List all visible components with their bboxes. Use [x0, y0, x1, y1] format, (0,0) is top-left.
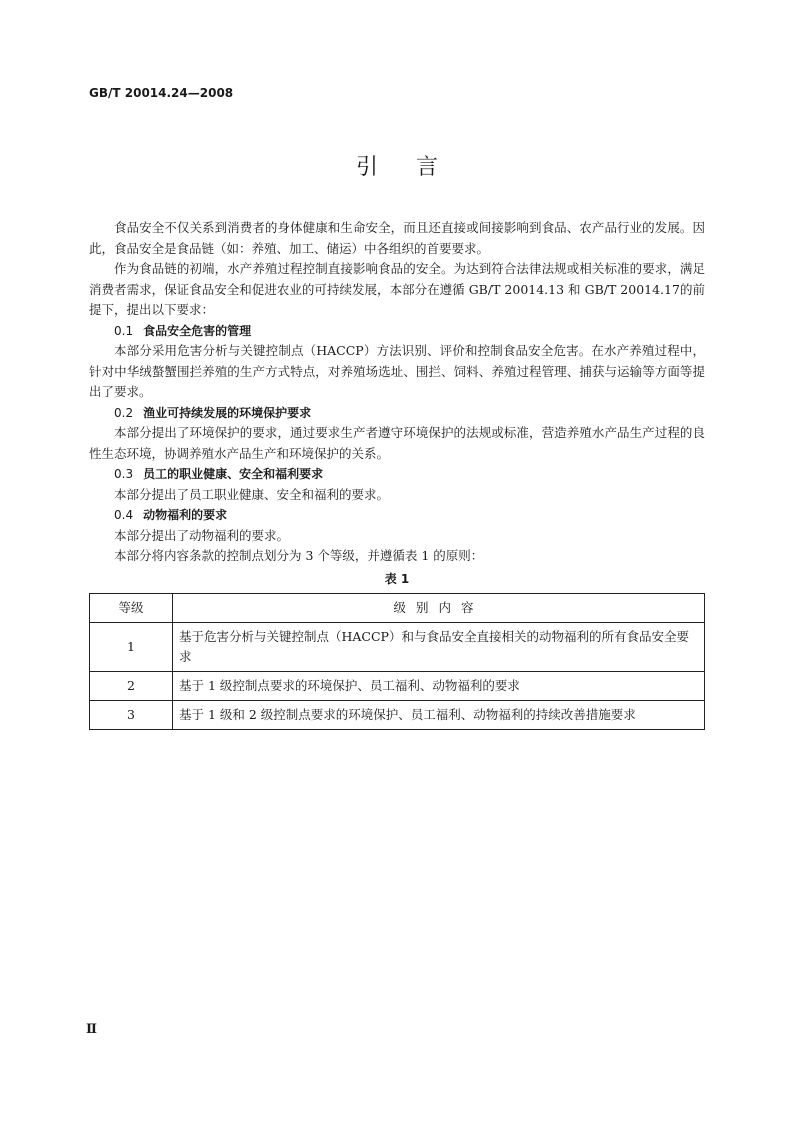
cell-level: 1	[90, 623, 173, 672]
section-heading-0-4	[89, 505, 705, 526]
section-title: 动物福利的要求	[143, 508, 228, 522]
section-title: 员工的职业健康、安全和福利要求	[143, 467, 324, 481]
paragraph-environment: 本部分提出了环境保护的要求，通过要求生产者遵守环境保护的法规或标准，营造养殖水产品生产过程的良性生态环境，协调养殖水产品生产和环境保护的关系。	[89, 425, 705, 461]
paragraph-food-safety-intro: 食品安全不仅关系到消费者的身体健康和生命安全，而且还直接或间接影响到食品、农产品行业的发展。因此，食品安全是食品链（如：养殖、加工、储运）中各组织的首要要求。	[89, 220, 705, 256]
section-heading-0-1	[89, 321, 705, 342]
section-heading-0-3	[89, 464, 705, 485]
section-number: 0.2	[114, 405, 134, 420]
control-level-table	[89, 593, 705, 730]
cell-content: 基于 1 级和 2 级控制点要求的环境保护、员工福利、动物福利的持续改善措施要求	[173, 701, 705, 730]
section-number: 0.4	[114, 508, 134, 522]
section-number: 0.1	[114, 323, 134, 338]
section-number: 0.3	[114, 467, 134, 481]
section-title: 渔业可持续发展的环境保护要求	[143, 405, 312, 420]
section-title: 食品安全危害的管理	[143, 323, 252, 338]
cell-content: 基于危害分析与关键控制点（HACCP）和与食品安全直接相关的动物福利的所有食品安全要求	[173, 623, 705, 672]
cell-level: 3	[90, 701, 173, 730]
header-content: 级别内容	[173, 594, 705, 623]
document-body	[89, 218, 705, 730]
cell-level: 2	[90, 672, 173, 701]
paragraph-employee-welfare: 本部分提出了员工职业健康、安全和福利的要求。	[114, 486, 390, 502]
table-row	[90, 623, 705, 672]
section-heading-0-2	[89, 403, 705, 424]
cell-content: 基于 1 级控制点要求的环境保护、员工福利、动物福利的要求	[173, 672, 705, 701]
paragraph-animal-welfare: 本部分提出了动物福利的要求。	[114, 527, 290, 543]
page-title: 引言	[355, 155, 476, 180]
header-level: 等级	[90, 594, 173, 623]
table-row	[90, 672, 705, 701]
paragraph-control-levels: 本部分将内容条款的控制点划分为 3 个等级，并遵循表 1 的原则：	[114, 548, 484, 563]
table-caption: 表 1	[384, 571, 410, 586]
paragraph-aquaculture-requirements: 作为食品链的初端，水产养殖过程控制直接影响食品的安全。为达到符合法律法规或相关标准的要求，满足消费者需求，保证食品安全和促进农业的可持续发展，本部分在遵循 GB/T 20014.13 和 GB/T 20014.17的前提下，提出以下要求：	[89, 261, 705, 317]
page-number: Ⅱ	[86, 1022, 97, 1037]
paragraph-haccp: 本部分采用危害分析与关键控制点（HACCP）方法识别、评价和控制食品安全危害。在水产养殖过程中，针对中华绒螯蟹围拦养殖的生产方式特点，对养殖场选址、围拦、饲料、养殖过程管理、捕获与运输等方面等提出了要求。	[89, 343, 705, 399]
standard-number: GB/T 20014.24—2008	[89, 86, 234, 100]
table-header-row	[90, 594, 705, 623]
table-row	[90, 701, 705, 730]
